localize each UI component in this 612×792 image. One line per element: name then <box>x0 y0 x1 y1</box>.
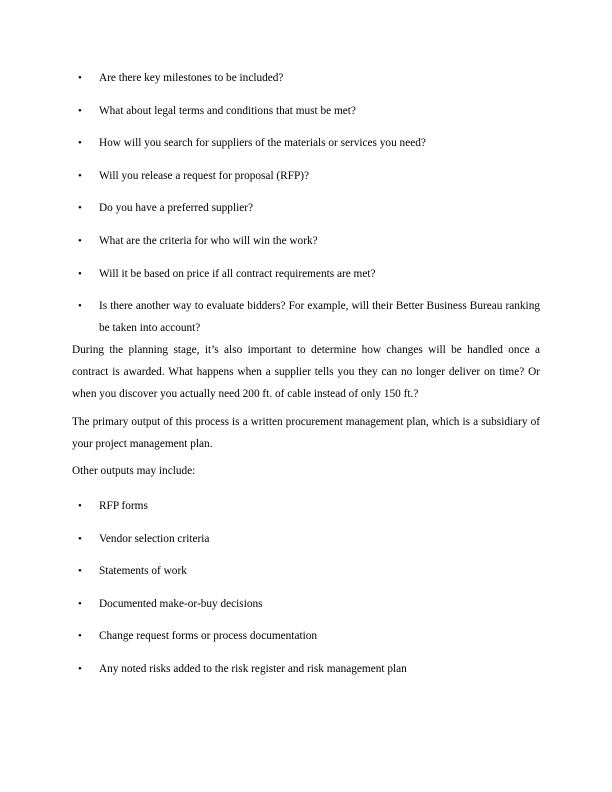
bullet-icon: • <box>78 169 82 182</box>
list-item-text: What about legal terms and conditions that must be met? <box>99 104 356 117</box>
list-item <box>72 593 540 615</box>
list-item-text: Change request forms or process documentation <box>99 630 318 643</box>
list-item <box>72 67 540 89</box>
list-item-text: What are the criteria for who will win the work? <box>99 234 318 247</box>
bullet-icon: • <box>78 630 82 643</box>
list-item <box>72 197 540 219</box>
list-item <box>72 295 540 339</box>
list-item <box>72 263 540 285</box>
paragraph-primary-output: The primary output of this process is a written procurement management plan, which is a subsidiary of your project management plan. <box>72 416 540 450</box>
list-item <box>72 165 540 187</box>
list-item-text: How will you search for suppliers of the materials or services you need? <box>99 137 426 150</box>
outputs-list <box>72 495 540 691</box>
list-item-text: RFP forms <box>99 500 148 512</box>
bullet-icon: • <box>78 565 82 578</box>
question-list <box>72 67 540 350</box>
list-item-text: Statements of work <box>99 565 187 578</box>
list-item <box>72 100 540 122</box>
bullet-icon: • <box>78 267 82 280</box>
list-item-text: Do you have a preferred supplier? <box>99 202 254 215</box>
bullet-icon: • <box>78 662 82 675</box>
list-item-text: Are there key milestones to be included? <box>99 72 284 84</box>
list-item <box>72 528 540 550</box>
bullet-icon: • <box>78 300 82 313</box>
bullet-icon: • <box>78 104 82 117</box>
bullet-icon: • <box>78 202 82 215</box>
list-item <box>72 230 540 252</box>
paragraph-other-outputs: Other outputs may include: <box>72 465 196 477</box>
list-item-text: Vendor selection criteria <box>99 532 210 545</box>
bullet-icon: • <box>78 532 82 545</box>
list-item <box>72 495 540 517</box>
list-item <box>72 658 540 680</box>
list-item-text: Any noted risks added to the risk register and risk management plan <box>99 662 407 675</box>
list-item-text: Will it be based on price if all contract requirements are met? <box>99 267 376 280</box>
list-item-text: Is there another way to evaluate bidders? For example, will their Better Business Bureau ranking be taken into account? <box>99 300 540 335</box>
bullet-icon: • <box>78 500 82 512</box>
list-item-text: Will you release a request for proposal (RFP)? <box>99 169 310 182</box>
bullet-icon: • <box>78 72 82 84</box>
list-item <box>72 560 540 582</box>
list-item-text: Documented make-or-buy decisions <box>99 597 263 610</box>
bullet-icon: • <box>78 234 82 247</box>
list-item <box>72 132 540 154</box>
bullet-icon: • <box>78 597 82 610</box>
list-item <box>72 625 540 647</box>
bullet-icon: • <box>78 137 82 150</box>
paragraph-change-handling: During the planning stage, it’s also important to determine how changes will be handled once a contract is awarded. What happens when a supplier tells you they can no longer deliver on time? Or when you discover you actually need 200 ft. of cable instead of only 150 ft.? <box>72 344 540 400</box>
